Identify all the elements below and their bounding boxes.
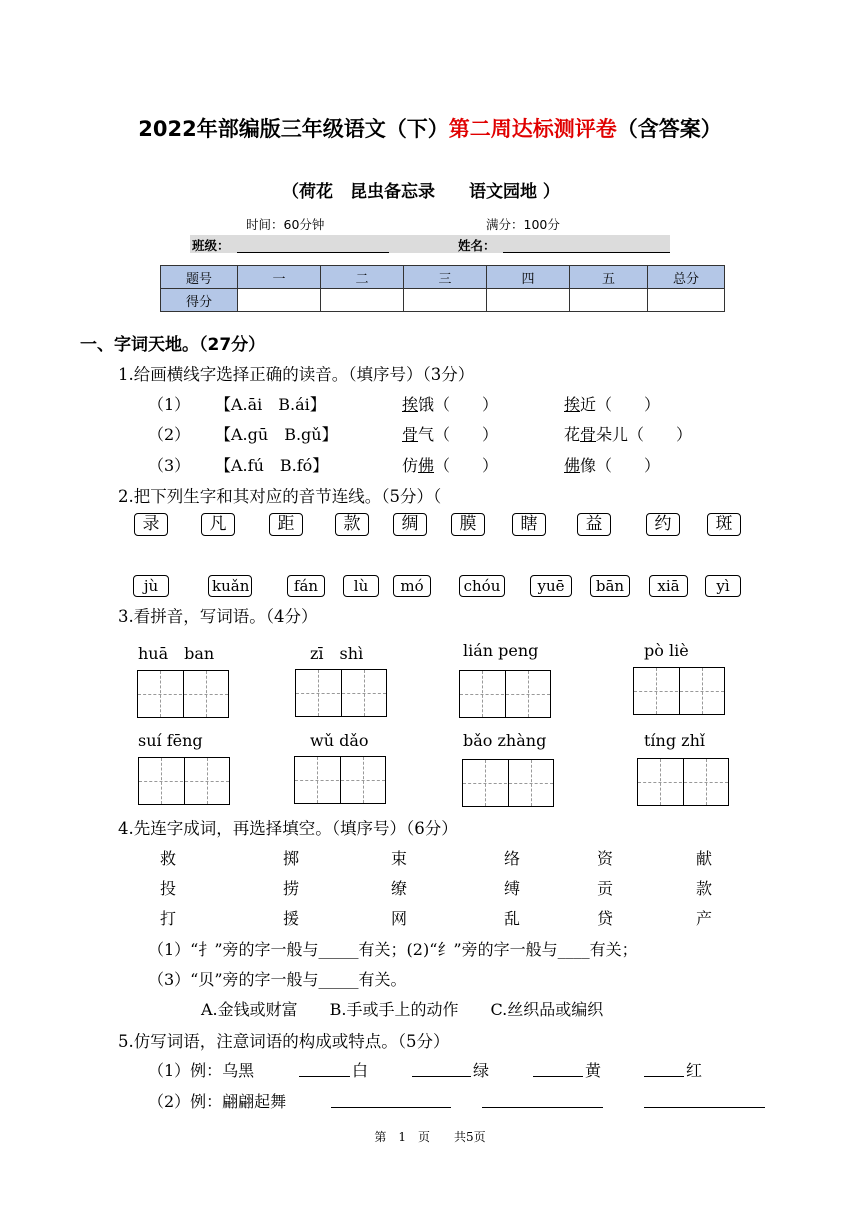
table-header-cell: 四 [487, 266, 570, 289]
writing-grid[interactable] [138, 757, 230, 805]
word-char[interactable]: 资 [597, 849, 614, 868]
score-cell[interactable] [404, 289, 487, 312]
pinyin-prompt: wǔ dǎo [310, 731, 369, 750]
q1-word-1: 骨气（ ） [402, 425, 499, 444]
score-cell[interactable] [570, 289, 648, 312]
word-char[interactable]: 打 [160, 909, 177, 928]
word-char[interactable]: 捞 [283, 879, 300, 898]
char-box[interactable]: 录 [134, 513, 168, 536]
table-header-cell: 一 [238, 266, 321, 289]
score-cell[interactable] [321, 289, 404, 312]
title-part-1: 2022年部编版三年级语文（下） [138, 117, 449, 141]
char-box[interactable]: 约 [646, 513, 680, 536]
q1-row-options: 【A.āi B.ái】 [215, 395, 326, 414]
q1-word-1: 仿佛（ ） [402, 456, 499, 475]
word-char[interactable]: 缭 [391, 879, 408, 898]
pinyin-box[interactable]: mó [393, 575, 431, 597]
q1-row-options: 【A.fú B.fó】 [215, 456, 329, 475]
pinyin-prompt: huā ban [138, 644, 215, 663]
char-box[interactable]: 斑 [707, 513, 741, 536]
pinyin-prompt: lián peng [463, 641, 539, 660]
q1-word-2: 花骨朵儿（ ） [564, 425, 693, 444]
pinyin-box[interactable]: xiā [649, 575, 688, 597]
writing-grid[interactable] [462, 759, 554, 807]
q1-word-2: 挨近（ ） [564, 395, 661, 414]
q5-suffix: 绿 [473, 1061, 490, 1080]
score-table [160, 265, 725, 312]
q1-row-num: （1） [148, 395, 191, 414]
title-part-3: （含答案） [616, 117, 722, 141]
answer-blank[interactable] [412, 1076, 471, 1077]
writing-grid[interactable] [633, 667, 725, 715]
score-row-label: 得分 [161, 289, 238, 312]
table-row [161, 266, 725, 289]
answer-blank[interactable] [533, 1076, 583, 1077]
pinyin-box[interactable]: chóu [459, 575, 505, 597]
writing-grid[interactable] [459, 670, 551, 718]
answer-blank[interactable] [299, 1076, 350, 1077]
table-header-cell: 题号 [161, 266, 238, 289]
word-char[interactable]: 缚 [504, 879, 521, 898]
score-cell[interactable] [648, 289, 725, 312]
q4-fill-line-1: （1）“扌”旁的字一般与_____有关；(2)“纟”旁的字一般与____有关； [148, 940, 638, 959]
q5-suffix: 白 [352, 1061, 369, 1080]
q4-options: A.金钱或财富 B.手或手上的动作 C.丝织品或编织 [201, 1000, 604, 1019]
pinyin-prompt: pò liè [644, 641, 689, 660]
q1-word-2: 佛像（ ） [564, 456, 661, 475]
info-bar [190, 235, 670, 253]
word-char[interactable]: 援 [283, 909, 300, 928]
word-char[interactable]: 贡 [597, 879, 614, 898]
pinyin-prompt: bǎo zhàng [463, 731, 547, 750]
q5-example-1: （1）例：乌黑 [148, 1061, 255, 1080]
writing-grid[interactable] [294, 756, 386, 804]
table-row [161, 289, 725, 312]
score-cell[interactable] [238, 289, 321, 312]
class-label: 班级： [192, 238, 230, 253]
name-field[interactable] [503, 252, 670, 253]
question-3-prompt: 3.看拼音，写词语。（4分） [118, 607, 318, 626]
question-1-prompt: 1.给画横线字选择正确的读音。（填序号）（3分） [118, 365, 475, 384]
page-title [0, 113, 860, 143]
writing-grid[interactable] [137, 670, 229, 718]
question-2-prompt: 2.把下列生字和其对应的音节连线。（5分）（ [118, 487, 442, 506]
q5-example-2: （2）例：翩翩起舞 [148, 1092, 287, 1111]
word-char[interactable]: 献 [696, 849, 713, 868]
answer-blank[interactable] [644, 1076, 684, 1077]
pinyin-box[interactable]: kuǎn [208, 575, 252, 597]
q5-suffix: 黄 [585, 1061, 602, 1080]
table-header-cell: 总分 [648, 266, 725, 289]
name-label: 姓名： [458, 238, 496, 253]
subtitle: （荷花 昆虫备忘录 语文园地 ） [282, 182, 560, 202]
char-box[interactable]: 款 [335, 513, 369, 536]
pinyin-box[interactable]: yuē [530, 575, 572, 597]
word-char[interactable]: 救 [160, 849, 177, 868]
score-cell[interactable] [487, 289, 570, 312]
word-char[interactable]: 款 [696, 879, 713, 898]
char-box[interactable]: 凡 [201, 513, 235, 536]
pinyin-box[interactable]: yì [705, 575, 741, 597]
time-label: 时间：60分钟 [246, 217, 325, 232]
pinyin-prompt: suí fēng [138, 731, 203, 750]
pinyin-prompt: tíng zhǐ [644, 731, 706, 750]
answer-blank[interactable] [482, 1107, 603, 1108]
word-char[interactable]: 束 [391, 849, 408, 868]
writing-grid[interactable] [295, 669, 387, 717]
pinyin-box[interactable]: jù [133, 575, 169, 597]
table-header-cell: 三 [404, 266, 487, 289]
answer-blank[interactable] [644, 1107, 765, 1108]
q4-fill-line-2: （3）“贝”旁的字一般与_____有关。 [148, 970, 407, 989]
word-char[interactable]: 掷 [283, 849, 300, 868]
page-footer: 第 1 页 共5页 [374, 1130, 486, 1144]
section-heading: 一、字词天地。（27分） [80, 335, 266, 355]
word-char[interactable]: 网 [391, 909, 408, 928]
question-4-prompt: 4.先连字成词，再选择填空。（填序号）（6分） [118, 819, 458, 838]
question-5-prompt: 5.仿写词语，注意词语的构成或特点。（5分） [118, 1032, 450, 1051]
q1-row-num: （3） [148, 456, 191, 475]
char-box[interactable]: 绸 [393, 513, 427, 536]
word-char[interactable]: 乱 [504, 909, 521, 928]
q1-row-num: （2） [148, 425, 191, 444]
word-char[interactable]: 产 [696, 909, 713, 928]
pinyin-box[interactable]: lù [343, 575, 379, 597]
q1-row-options: 【A.gū B.gǔ】 [215, 425, 338, 444]
pinyin-prompt: zī shì [310, 644, 364, 663]
q1-word-1: 挨饿（ ） [402, 395, 499, 414]
table-header-cell: 二 [321, 266, 404, 289]
word-char[interactable]: 投 [160, 879, 177, 898]
table-header-cell: 五 [570, 266, 648, 289]
title-highlight: 第二周达标测评卷 [448, 117, 617, 141]
word-char[interactable]: 贷 [597, 909, 614, 928]
writing-grid[interactable] [637, 758, 729, 806]
answer-blank[interactable] [331, 1107, 451, 1108]
class-field[interactable] [237, 252, 389, 253]
char-box[interactable]: 益 [577, 513, 611, 536]
char-box[interactable]: 瞎 [512, 513, 546, 536]
word-char[interactable]: 络 [504, 849, 521, 868]
char-box[interactable]: 膜 [451, 513, 485, 536]
q5-suffix: 红 [686, 1061, 703, 1080]
char-box[interactable]: 距 [269, 513, 303, 536]
pinyin-box[interactable]: fán [287, 575, 325, 597]
full-score-label: 满分：100分 [486, 217, 560, 232]
pinyin-box[interactable]: bān [590, 575, 630, 597]
